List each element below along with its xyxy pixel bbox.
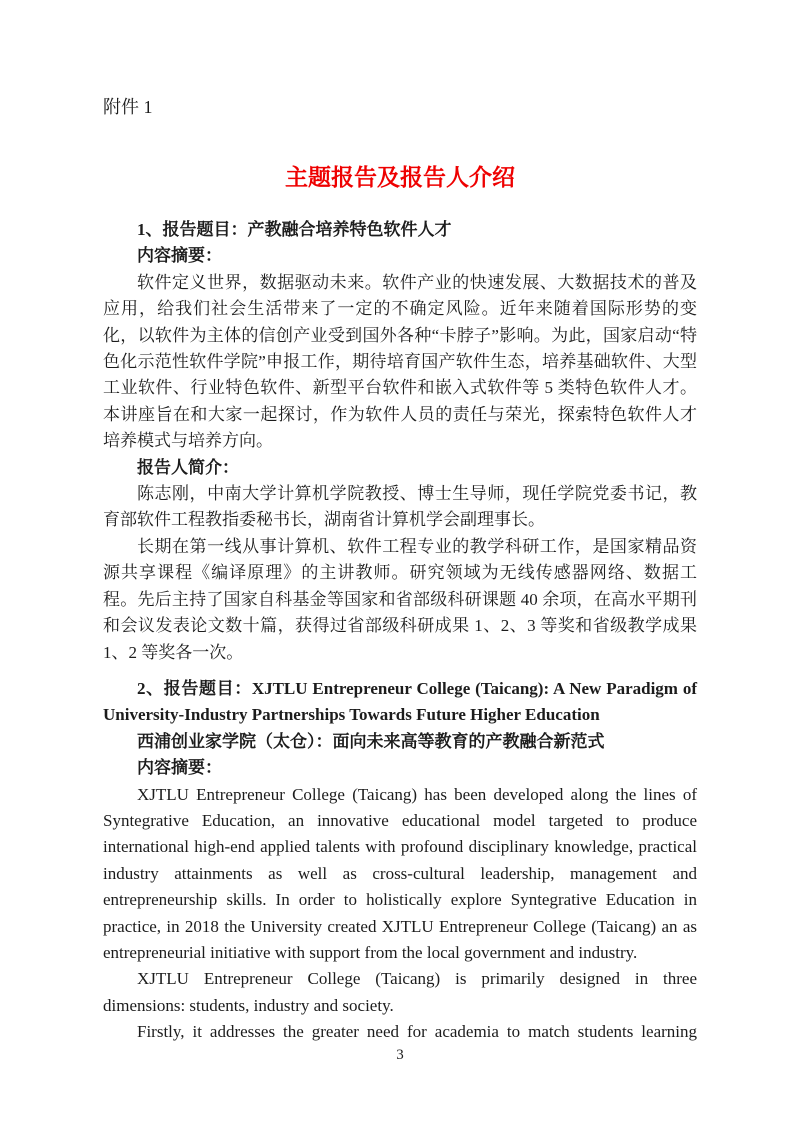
report-1-heading: 1、报告题目：产教融合培养特色软件人才 bbox=[137, 220, 452, 239]
report-2-heading bbox=[103, 676, 697, 729]
report-2-heading-chinese-title: 西浦创业家学院（太仓）：面向未来高等教育的产教融合新范式 bbox=[137, 731, 605, 751]
report-2-abstract-paragraph: XJTLU Entrepreneur College (Taicang) is primarily designed in three dimensions: students, industry and society. bbox=[103, 969, 697, 1015]
report-2-abstract-paragraph: Firstly, it addresses the greater need for academia to match students learning bbox=[137, 1022, 697, 1042]
report-1-speaker-label: 报告人简介： bbox=[137, 457, 239, 477]
attachment-label: 附件 1 bbox=[103, 97, 153, 117]
report-1-speaker-paragraph: 陈志刚，中南大学计算机学院教授、博士生导师，现任学院党委书记，教育部软件工程教指委秘书长，湖南省计算机学会副理事长。 bbox=[103, 484, 697, 530]
document-title: 主题报告及报告人介绍 bbox=[285, 164, 515, 190]
report-2-section bbox=[103, 676, 697, 1046]
report-1-abstract-paragraph: 软件定义世界，数据驱动未来。软件产业的快速发展、大数据技术的普及应用，给我们社会生活带来了一定的不确定风险。近年来随着国际形势的变化，以软件为主体的信创产业受到国外各种“卡脖子”影响。为此，国家启动“特色化示范性软件学院”申报工作，期待培育国产软件生态，培养基础软件、大型工业软件、行业特色软件、新型平台软件和嵌入式软件等 5 类特色软件人才。本讲座旨在和大家一起探讨，作为软件人员的责任与荣光，探索特色软件人才培养模式与培养方向。 bbox=[103, 272, 697, 451]
report-1-abstract-label: 内容摘要： bbox=[137, 246, 222, 266]
report-2-heading-english-title: XJTLU Entrepreneur College (Taicang): A New Paradigm of University-Industry Partnerships Towards Future Higher Education bbox=[103, 678, 697, 725]
report-1-section bbox=[103, 217, 697, 666]
report-1-speaker-paragraph: 长期在第一线从事计算机、软件工程专业的教学科研工作，是国家精品资源共享课程《编译原理》的主讲教师。研究领域为无线传感器网络、数据工程。先后主持了国家自科基金等国家和省部级科研课题 40 余项，在高水平期刊和会议发表论文数十篇，获得过省部级科研成果 1、2、3 等奖和省级教学成果 1、2 等奖各一次。 bbox=[103, 536, 697, 662]
report-2-heading-prefix: 2、报告题目： bbox=[137, 678, 252, 698]
report-2-abstract-paragraph: XJTLU Entrepreneur College (Taicang) has been developed along the lines of Syntegrative Education, an innovative educational model targeted to produce international high-end applied talents with profound disciplinary knowledge, practical industry attainments as well as cross-cultural leadership, management and entrepreneurship skills. In order to holistically explore Syntegrative Education in practice, in 2018 the University created XJTLU Entrepreneur College (Taicang) an as entrepreneurial initiative with support from the local government and industry. bbox=[103, 784, 697, 962]
report-2-abstract-label: 内容摘要： bbox=[137, 758, 222, 778]
page-number: 3 bbox=[396, 1047, 404, 1063]
